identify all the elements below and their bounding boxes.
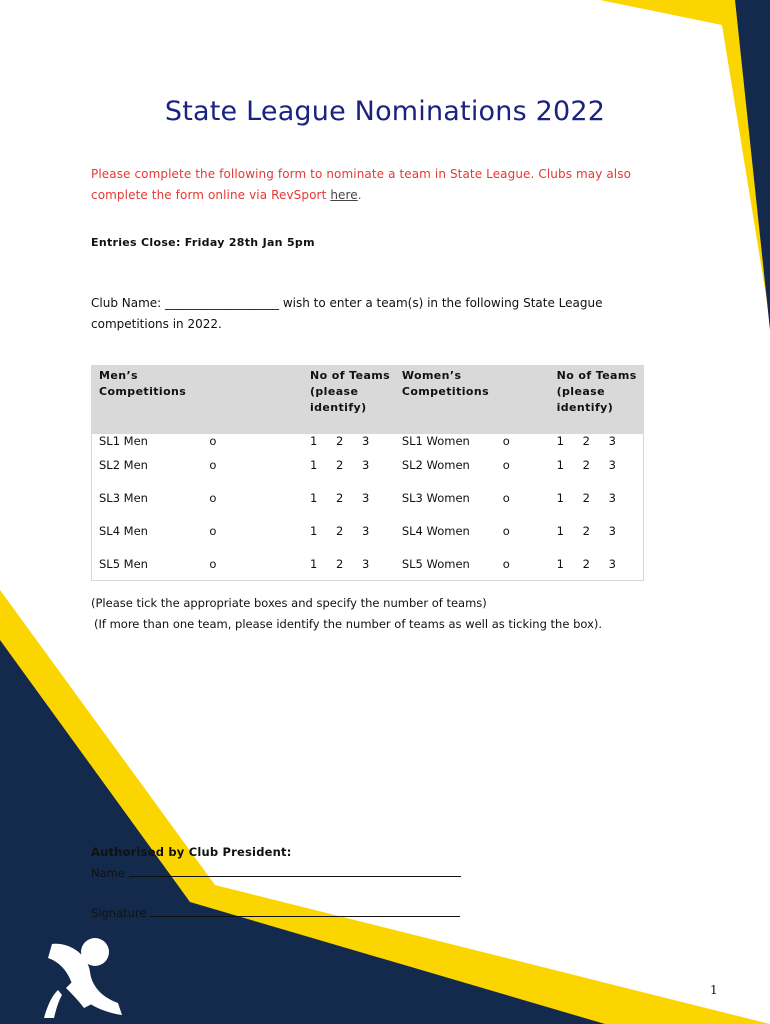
womens-tick-box[interactable]: o [502, 523, 510, 538]
count-option[interactable]: 1 [556, 556, 564, 571]
womens-competition: SL5 Women [401, 556, 470, 571]
signature-field-row [91, 905, 460, 920]
count-option[interactable]: 3 [608, 556, 616, 571]
count-option[interactable]: 3 [361, 457, 370, 472]
mens-competition: SL2 Men [99, 457, 148, 472]
authorised-heading: Authorised by Club President: [91, 845, 292, 859]
womens-competition: SL1 Women [401, 434, 470, 448]
womens-team-count [550, 514, 644, 547]
count-option[interactable]: 1 [309, 434, 318, 448]
count-option[interactable]: 3 [361, 434, 370, 448]
mens-team-count [303, 547, 395, 581]
mens-team-count [303, 514, 395, 547]
count-option[interactable]: 3 [608, 490, 616, 505]
count-option[interactable]: 3 [608, 523, 616, 538]
header-womens-competitions: Women’s Competitions [395, 366, 503, 435]
header-blank [209, 366, 303, 435]
count-option[interactable]: 2 [582, 490, 590, 505]
signature-field[interactable] [150, 905, 460, 917]
header-mens-no-of-teams: No of Teams (please identify) [303, 366, 395, 435]
mens-team-count [303, 434, 395, 448]
count-option[interactable]: 1 [309, 490, 318, 505]
count-option[interactable]: 1 [556, 523, 564, 538]
table-row [92, 448, 644, 481]
instruction-note-multiple-teams: (If more than one team, please identify the number of teams as well as ticking the box). [94, 617, 603, 631]
count-option[interactable]: 3 [361, 556, 370, 571]
table-row [92, 547, 644, 581]
entries-close-text: Entries Close: Friday 28th Jan 5pm [91, 236, 315, 249]
table-row [92, 434, 644, 448]
signature-label: Signature [91, 906, 147, 920]
count-option[interactable]: 3 [361, 490, 370, 505]
womens-team-count [550, 434, 644, 448]
header-womens-no-of-teams: No of Teams (please identify) [550, 366, 644, 435]
revsport-link[interactable]: here [330, 188, 358, 202]
page-title: State League Nominations 2022 [164, 96, 606, 127]
header-blank [503, 366, 550, 435]
womens-tick-box[interactable]: o [502, 556, 510, 571]
mens-team-count [303, 481, 395, 514]
womens-tick-box[interactable]: o [502, 434, 510, 448]
count-option[interactable]: 1 [556, 490, 564, 505]
mens-competition: SL5 Men [99, 556, 148, 571]
intro-paragraph [91, 164, 651, 206]
mens-tick-box[interactable]: o [209, 556, 217, 571]
count-option[interactable]: 2 [335, 457, 344, 472]
womens-competition: SL4 Women [401, 523, 470, 538]
count-option[interactable]: 3 [361, 523, 370, 538]
mens-tick-box[interactable]: o [209, 434, 217, 448]
womens-team-count [550, 481, 644, 514]
count-option[interactable]: 2 [335, 523, 344, 538]
mens-competition: SL3 Men [99, 490, 148, 505]
count-option[interactable]: 1 [309, 523, 318, 538]
count-option[interactable]: 1 [309, 457, 318, 472]
name-field[interactable] [129, 865, 461, 877]
table-row [92, 514, 644, 547]
count-option[interactable]: 2 [582, 457, 590, 472]
club-name-field[interactable]: ___________________ [165, 296, 280, 310]
competitions-table [91, 365, 644, 581]
count-option[interactable]: 2 [335, 556, 344, 571]
page-number: 1 [710, 983, 718, 997]
mens-competition: SL1 Men [99, 434, 148, 448]
mens-competition: SL4 Men [99, 523, 148, 538]
club-name-line [91, 293, 661, 335]
count-option[interactable]: 2 [582, 434, 590, 448]
count-option[interactable]: 2 [335, 490, 344, 505]
count-option[interactable]: 1 [556, 434, 564, 448]
mens-tick-box[interactable]: o [209, 523, 217, 538]
count-option[interactable]: 1 [309, 556, 318, 571]
table-header-row [92, 366, 644, 435]
name-field-row [91, 865, 461, 880]
count-option[interactable]: 2 [582, 556, 590, 571]
table-row [92, 481, 644, 514]
womens-competition: SL2 Women [401, 457, 470, 472]
instruction-note: (Please tick the appropriate boxes and specify the number of teams) [91, 596, 487, 610]
intro-text: Please complete the following form to nominate a team in State League. Clubs may also complete the form online via RevSport [91, 167, 632, 202]
count-option[interactable]: 3 [608, 457, 616, 472]
womens-tick-box[interactable]: o [502, 490, 510, 505]
womens-competition: SL3 Women [401, 490, 470, 505]
womens-tick-box[interactable]: o [502, 457, 510, 472]
count-option[interactable]: 2 [582, 523, 590, 538]
name-label: Name [91, 866, 125, 880]
mens-team-count [303, 448, 395, 481]
womens-team-count [550, 448, 644, 481]
mens-tick-box[interactable]: o [209, 457, 217, 472]
count-option[interactable]: 2 [335, 434, 344, 448]
club-name-label: Club Name: [91, 296, 162, 310]
count-option[interactable]: 3 [608, 434, 616, 448]
header-mens-competitions: Men’s Competitions [92, 366, 210, 435]
womens-team-count [550, 547, 644, 581]
count-option[interactable]: 1 [556, 457, 564, 472]
mens-tick-box[interactable]: o [209, 490, 217, 505]
club-name-rest: wish to enter a team(s) in the following State League competitions in 2022. [91, 296, 603, 331]
intro-text-end: . [357, 188, 362, 202]
